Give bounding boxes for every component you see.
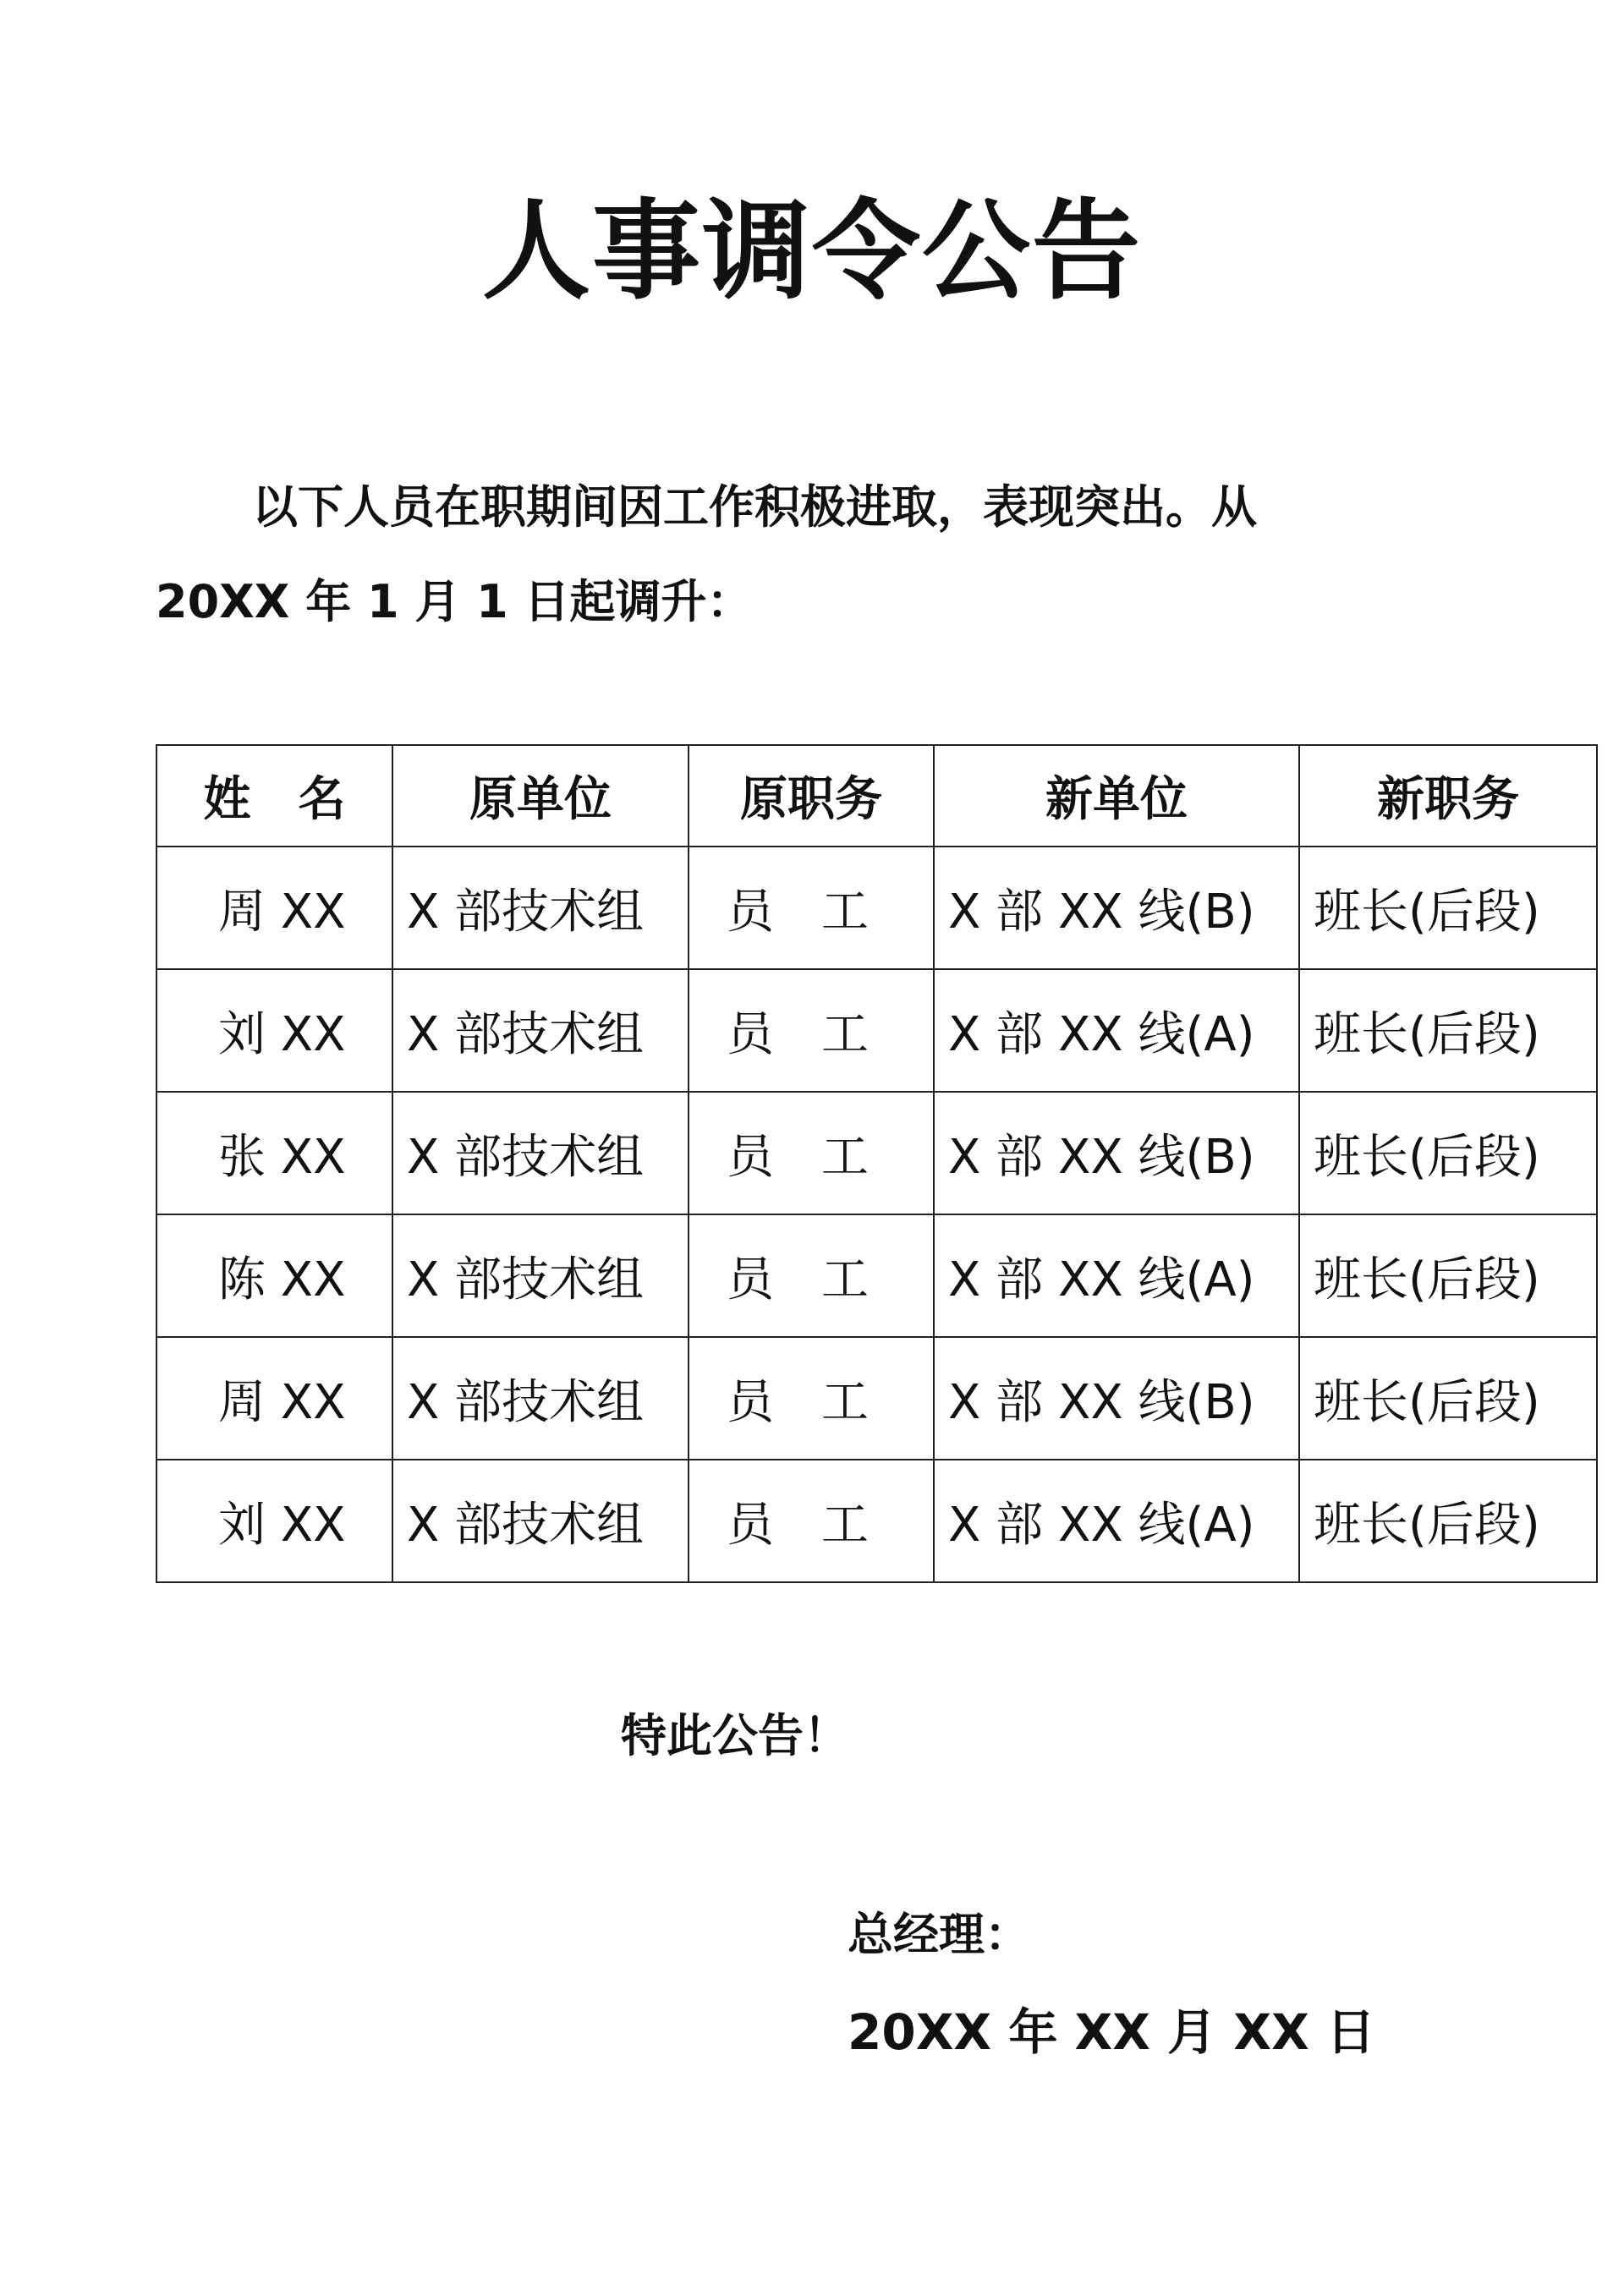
cell-name: 周 XX [156, 847, 392, 969]
table-row [156, 847, 1597, 969]
document-date: 20XX 年 XX 月 XX 日 [848, 2003, 1375, 2061]
table-row [156, 1092, 1597, 1214]
header-original-position: 原职务 [689, 745, 934, 847]
cell-original-position: 员 工 [689, 1214, 934, 1337]
cell-new-unit: X 部 XX 线(A) [934, 1214, 1299, 1337]
table-row [156, 969, 1597, 1092]
intro-text-line-2: 20XX 年 1 月 1 日起调升： [156, 575, 753, 628]
table-row [156, 1337, 1597, 1460]
cell-original-unit: X 部技术组 [392, 1214, 689, 1337]
cell-new-unit: X 部 XX 线(B) [934, 847, 1299, 969]
cell-new-unit: X 部 XX 线(A) [934, 969, 1299, 1092]
table-header-row [156, 745, 1597, 847]
cell-original-position: 员 工 [689, 1460, 934, 1582]
cell-name: 陈 XX [156, 1214, 392, 1337]
cell-original-position: 员 工 [689, 1337, 934, 1460]
cell-original-unit: X 部技术组 [392, 847, 689, 969]
cell-original-unit: X 部技术组 [392, 1337, 689, 1460]
closing-notice: 特此公告！ [621, 1709, 849, 1762]
cell-new-position: 班长(后段) [1299, 1460, 1597, 1582]
header-original-unit: 原单位 [392, 745, 689, 847]
promotion-table [156, 744, 1598, 1583]
cell-new-position: 班长(后段) [1299, 1092, 1597, 1214]
cell-name: 刘 XX [156, 969, 392, 1092]
header-new-unit: 新单位 [934, 745, 1299, 847]
header-name: 姓 名 [156, 745, 392, 847]
cell-original-position: 员 工 [689, 847, 934, 969]
cell-new-position: 班长(后段) [1299, 1337, 1597, 1460]
cell-new-position: 班长(后段) [1299, 1214, 1597, 1337]
intro-text-line-1: 以下人员在职期间因工作积极进取，表现突出。从 [252, 480, 1257, 534]
cell-new-unit: X 部 XX 线(B) [934, 1092, 1299, 1214]
document-title: 人事调令公告 [481, 189, 1142, 315]
cell-original-position: 员 工 [689, 1092, 934, 1214]
table-row [156, 1460, 1597, 1582]
cell-new-unit: X 部 XX 线(B) [934, 1337, 1299, 1460]
cell-name: 刘 XX [156, 1460, 392, 1582]
signature-label: 总经理： [848, 1908, 1030, 1961]
cell-name: 张 XX [156, 1092, 392, 1214]
cell-original-position: 员 工 [689, 969, 934, 1092]
table-row [156, 1214, 1597, 1337]
cell-original-unit: X 部技术组 [392, 1092, 689, 1214]
cell-new-unit: X 部 XX 线(A) [934, 1460, 1299, 1582]
cell-new-position: 班长(后段) [1299, 847, 1597, 969]
cell-new-position: 班长(后段) [1299, 969, 1597, 1092]
header-new-position: 新职务 [1299, 745, 1597, 847]
cell-original-unit: X 部技术组 [392, 1460, 689, 1582]
cell-original-unit: X 部技术组 [392, 969, 689, 1092]
cell-name: 周 XX [156, 1337, 392, 1460]
